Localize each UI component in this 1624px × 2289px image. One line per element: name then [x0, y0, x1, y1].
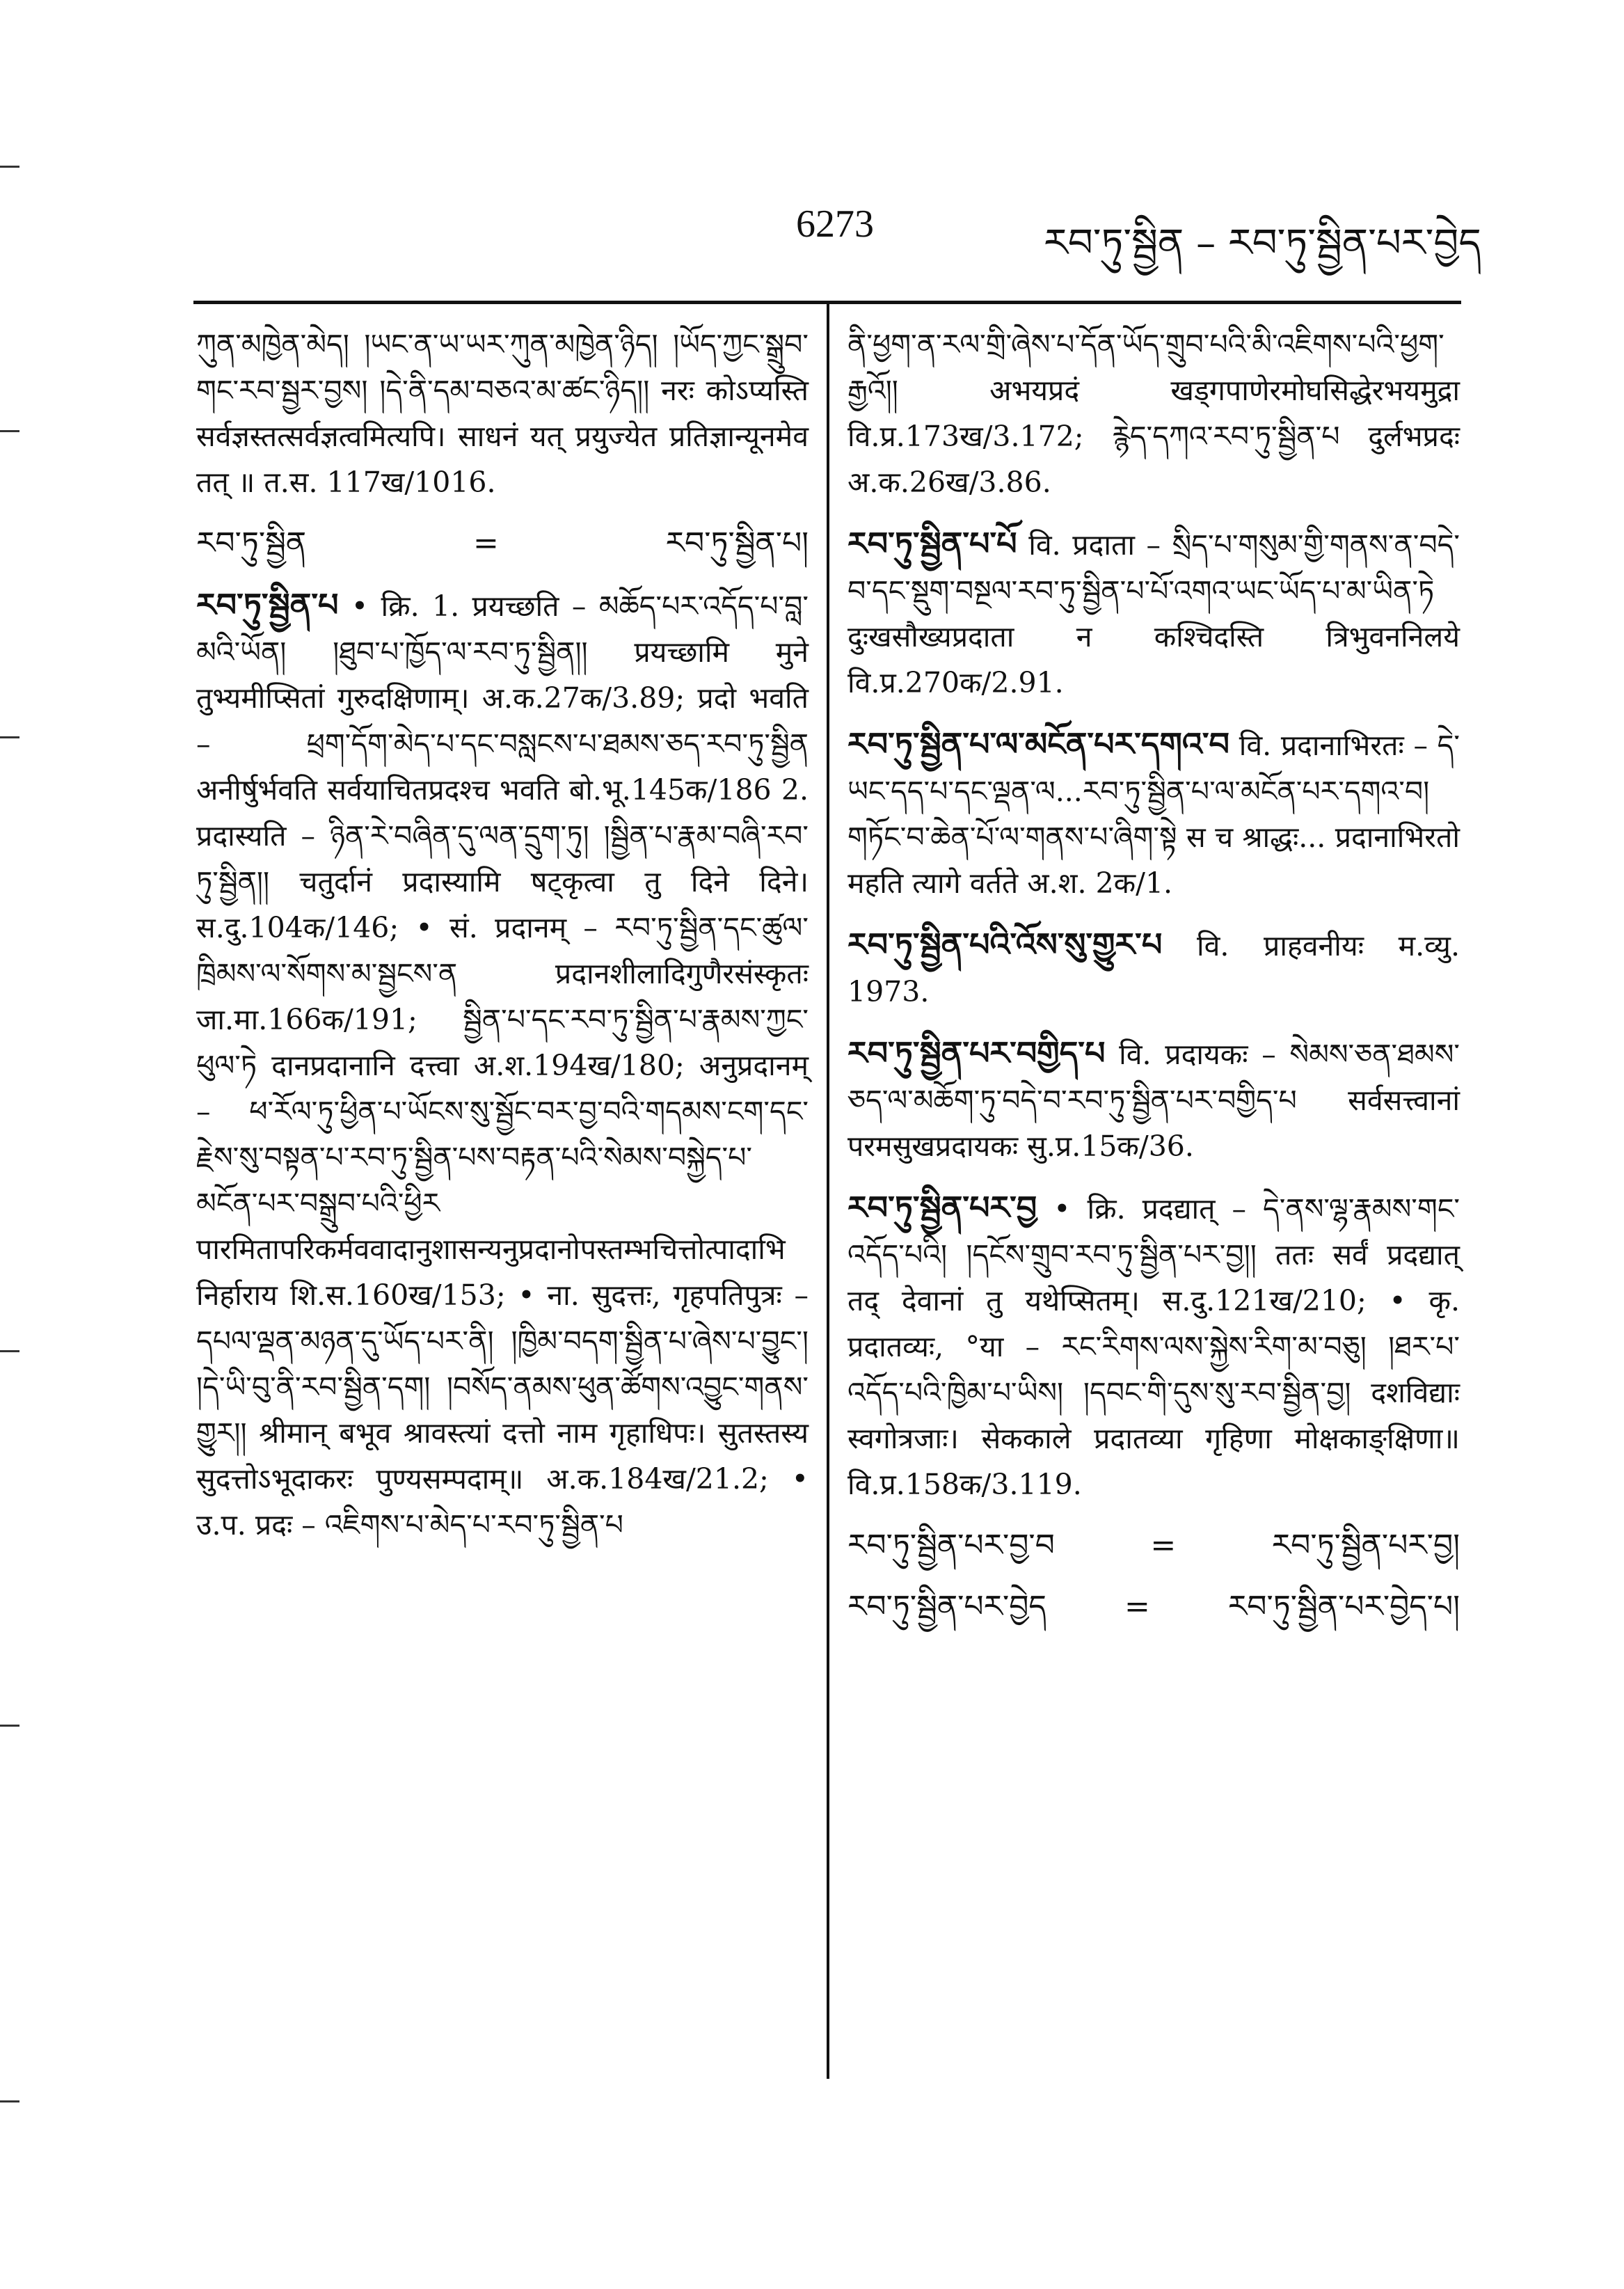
entry-body	[847, 1185, 1460, 1507]
equals-sign: =	[1150, 1528, 1177, 1563]
headword: རབ་ཏུ་སྦྱིན་པ་པོ	[847, 525, 1017, 562]
entry-text: वि. प्राहवनीयः म.व्यु. 1973.	[847, 929, 1460, 1008]
entry-text: वि. प्रदानाभिरतः – དེ་ཡང་དད་པ་དང་ལྡན་ལ...རབ་ཏུ་སྦྱིན་པ་ལ་མངོན་པར་དགའ་བ། གཏོང་བ་ཆེན་པོ་ལ་གནས་པ་ཞིག་སྟེ स च श्राद्धः... प्रदानाभिरतो महति त्यागे वर्तते अ.श. 2क/1.	[847, 729, 1460, 900]
column-divider	[827, 304, 829, 2079]
margin-mark	[0, 1350, 19, 1352]
headword: རབ་ཏུ་སྦྱིན་པའི་འོས་སུ་གྱུར་པ	[847, 926, 1163, 963]
entry-text: • क्रि. प्रदद्यात् – དེ་ནས་ལྷ་རྣམས་གང་འདོད་པའི། །དངོས་གྲུབ་རབ་ཏུ་སྦྱིན་པར་བྱ།། ततः सर्वं प्रदद्यात् तद् देवानां तु यथेप्सितम्। स.दु.121ख/210; • कृ. प्रदातव्यः, °या – རང་རིགས་ལས་སྐྱེས་རིག་མ་བཅུ། །ཐར་པ་འདོད་པའི་ཁྱིམ་པ་ཡིས། །དབང་གི་དུས་སུ་རབ་སྦྱིན་བྱ། दशविद्याः स्वगोत्रजाः। सेककाले प्रदातव्या गृहिणा मोक्षकाङ्क्षिणा॥ वि.प्र.158क/3.119.	[847, 1192, 1460, 1501]
margin-mark	[0, 430, 19, 432]
entry-text: • क्रि. 1. प्रयच्छति – མཆོད་པར་འདོད་པ་བླ་མའི་ཡོན། །ཐུབ་པ་ཁྱོད་ལ་རབ་ཏུ་སྦྱིན།། प्रयच्छामि मुने तुभ्यमीप्सितां गुरुदक्षिणाम्। अ.क.27क/3.89; प्रदो भवति – ཕྲག་དོག་མེད་པ་དང་བསླངས་པ་ཐམས་ཅད་རབ་ཏུ་སྦྱིན अनीर्षुर्भवति सर्वयाचितप्रदश्च भवति बो.भू.145क/186 2. प्रदास्यति – ཉིན་རེ་བཞིན་དུ་ལན་དྲུག་ཏུ། །སྦྱིན་པ་རྣམ་བཞི་རབ་ཏུ་སྦྱིན།། चतुर्दानं प्रदास्यामि षट्कृत्वा तु दिने दिने। स.दु.104क/146; • सं. प्रदानम् – རབ་ཏུ་སྦྱིན་དང་ཚུལ་ཁྲིམས་ལ་སོགས་མ་སྦྱངས་ན प्रदानशीलादिगुणैरसंस्कृतः जा.मा.166क/191; སྦྱིན་པ་དང་རབ་ཏུ་སྦྱིན་པ་རྣམས་ཀྱང་ཕུལ་ཏེ दानप्रदानानि दत्त्वा अ.श.194ख/180; अनुप्रदानम् – ཕ་རོལ་ཏུ་ཕྱིན་པ་ཡོངས་སུ་སྦྱོང་བར་བྱ་བའི་གདམས་ངག་དང་རྗེས་སུ་བསྟན་པ་རབ་ཏུ་སྦྱིན་པས་བརྟན་པའི་སེམས་བསྐྱེད་པ་མངོན་པར་བསྒྲུབ་པའི་ཕྱིར पारमितापरिकर्मववादानुशासन्यनुप्रदानोपस्तम्भचित्तोत्पादाभिनिर्हाराय शि.स.160ख/153; • ना. सुदत्तः, गृहपतिपुत्रः – དཔལ་ལྡན་མཉན་དུ་ཡོད་པར་ནི། །ཁྱིམ་བདག་སྦྱིན་པ་ཞེས་པ་བྱུང་། །དེ་ཡི་བུ་ནི་རབ་སྦྱིན་དག། །བསོད་ནམས་ཕུན་ཚོགས་འབྱུང་གནས་གྱུར།། श्रीमान् बभूव श्रावस्त्यां दत्तो नाम गृहाधिपः। सुतस्तस्य सुदत्तोऽभूदाकरः पुण्यसम्पदाम्॥ अ.क.184ख/21.2; • उ.प. प्रदः – འཇིགས་པ་མེད་པ་རབ་ཏུ་སྦྱིན་པ	[196, 589, 809, 1542]
dictionary-entry	[847, 721, 1460, 906]
cross-reference	[196, 521, 809, 567]
margin-mark	[0, 736, 19, 738]
headword: རབ་ཏུ་སྦྱིན་པར་བྱེད	[847, 1589, 1046, 1624]
headword: རབ་ཏུ་སྦྱིན་པར་བྱ་བ	[847, 1528, 1055, 1563]
cross-reference	[847, 1523, 1460, 1569]
running-head: རབ་ཏུ་སྦྱིན – རབ་ཏུ་སྦྱིན་པར་བྱེད	[1044, 221, 1481, 266]
cross-reference-target: རབ་ཏུ་སྦྱིན་པར་བྱེད་པ།	[1227, 1589, 1460, 1624]
headword: རབ་ཏུ་སྦྱིན་པ	[196, 586, 339, 624]
dictionary-entry	[847, 1030, 1460, 1169]
entry-body	[196, 582, 809, 1548]
margin-mark	[0, 166, 19, 168]
right-column	[847, 322, 1460, 1645]
dictionary-entry	[847, 1185, 1460, 1507]
entry-continuation	[196, 322, 809, 505]
margin-mark	[0, 1725, 19, 1727]
entry-body	[847, 521, 1460, 706]
entry-text: ནི་ཕྱག་ན་རལ་གྲི་ཞེས་པ་དོན་ཡོད་གྲུབ་པའི་མི་འཇིགས་པའི་ཕྱག་རྒྱའོ།། अभयप्रदं खड्गपाणेरमोघसिद्धेरभयमुद्रा वि.प्र.173ख/3.172; རྙེད་དཀའ་རབ་ཏུ་སྦྱིན་པ दुर्लभप्रदः अ.क.26ख/3.86.	[847, 328, 1460, 499]
equals-sign: =	[472, 525, 499, 561]
cross-reference-target: རབ་ཏུ་སྦྱིན་པ།	[665, 525, 809, 561]
headword: རབ་ཏུ་སྦྱིན	[196, 525, 307, 561]
entry-body	[847, 1030, 1460, 1169]
cross-reference-target: རབ་ཏུ་སྦྱིན་པར་བྱ།	[1271, 1528, 1460, 1563]
dictionary-entry	[847, 921, 1460, 1015]
margin-mark	[0, 2100, 19, 2102]
dictionary-entry	[847, 521, 1460, 706]
entry-body	[847, 721, 1460, 906]
headword: རབ་ཏུ་སྦྱིན་པ་ལ་མངོན་པར་དགའ་བ	[847, 725, 1230, 763]
entry-text: ཀུན་མཁྱེན་མེད། །ཡང་ན་ཡ་ཡར་ཀུན་མཁྱེན་ཉིད། །ཡོད་ཀྱང་སྒྲུབ་གང་རབ་སྦྱར་བྱས། །དེ་ནི་དམ་བཅའ་མ་ཚང་ཉིད།། नरः कोऽप्यस्ति सर्वज्ञस्तत्सर्वज्ञत्वमित्यपि। साधनं यत् प्रयुज्येत प्रतिज्ञान्यूनमेव तत् ॥ त.स. 117ख/1016.	[196, 328, 809, 499]
headword: རབ་ཏུ་སྦྱིན་པར་བགྱིད་པ	[847, 1034, 1106, 1072]
dictionary-entry	[196, 582, 809, 1548]
entry-text: वि. प्रदाता – སྲིད་པ་གསུམ་གྱི་གནས་ན་བདེ་བ་དང་སྡུག་བསྔལ་རབ་ཏུ་སྦྱིན་པ་པོ་འགའ་ཡང་ཡོད་པ་མ་ཡིན་ཏེ दुःखसौख्यप्रदाता न कश्चिदस्ति त्रिभुवननिलये वि.प्र.270क/2.91.	[847, 528, 1460, 699]
entry-continuation	[847, 322, 1460, 505]
equals-sign: =	[1124, 1589, 1150, 1624]
entry-text: वि. प्रदायकः – སེམས་ཅན་ཐམས་ཅད་ལ་མཆོག་ཏུ་བདེ་བ་རབ་ཏུ་སྦྱིན་པར་བགྱིད་པ सर्वसत्त्वानां परमसुखप्रदायकः सु.प्र.15क/36.	[847, 1038, 1460, 1163]
page-number: 6273	[796, 203, 874, 246]
cross-reference	[847, 1584, 1460, 1630]
left-column	[196, 322, 809, 1563]
entry-body	[847, 921, 1460, 1015]
headword: རབ་ཏུ་སྦྱིན་པར་བྱ	[847, 1189, 1037, 1226]
